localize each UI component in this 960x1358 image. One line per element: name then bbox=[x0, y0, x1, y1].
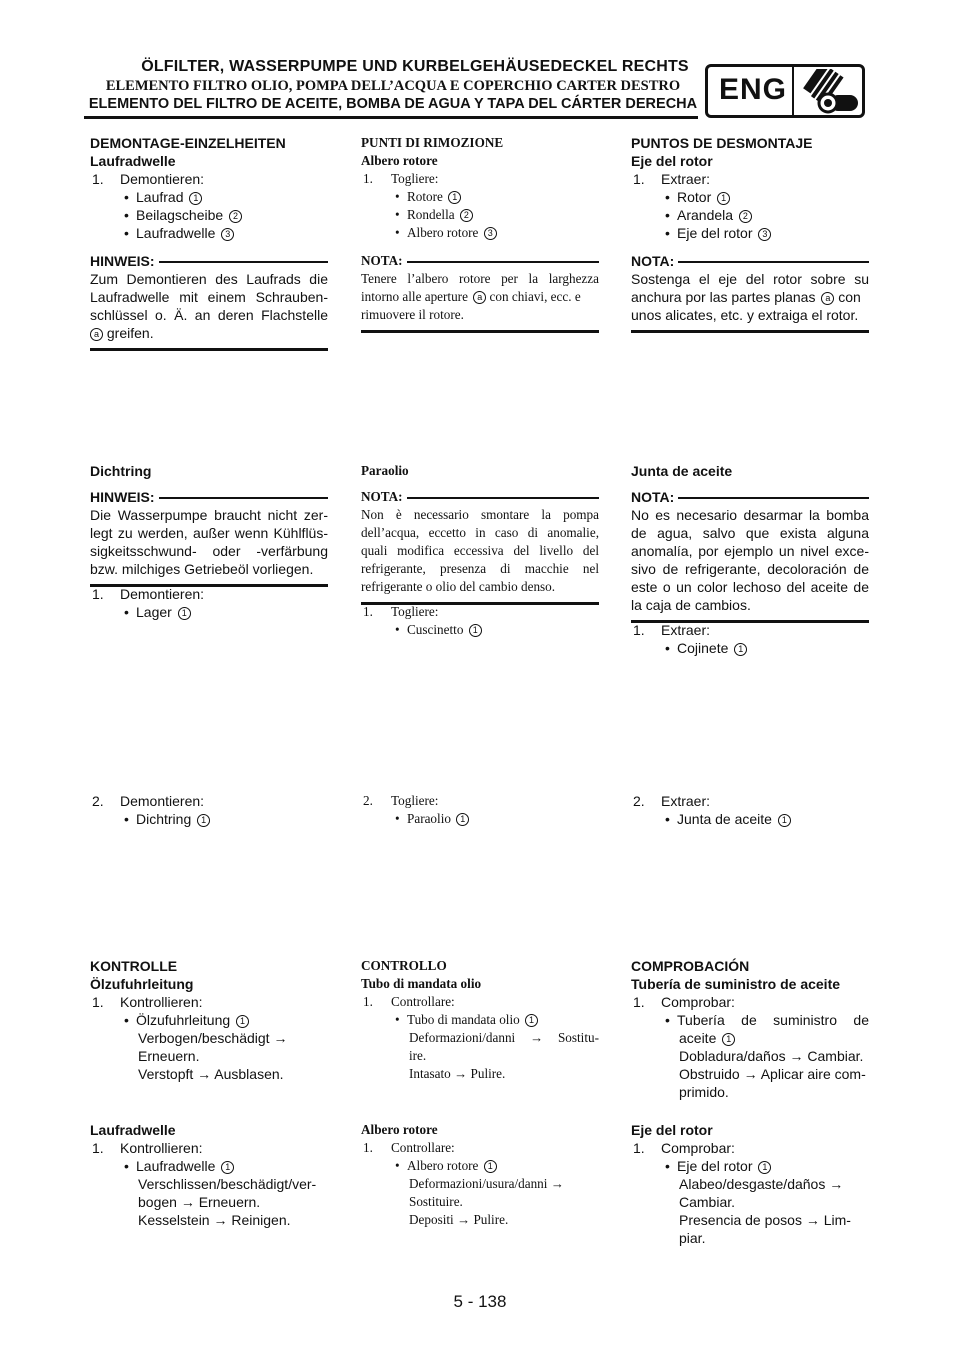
list-detail: Deformazioni/danni → Sostitu- bbox=[409, 1030, 599, 1045]
step-line: 2. Togliere: bbox=[363, 793, 439, 808]
note-line: la caja de cambios. bbox=[631, 597, 751, 613]
column-it bbox=[361, 0, 599, 1358]
list-detail: Alabeo/desgaste/daños → bbox=[679, 1176, 844, 1192]
seal-step-es bbox=[631, 792, 869, 828]
note-line: rimuovere il rotore. bbox=[361, 307, 464, 322]
list-detail: piar. bbox=[679, 1230, 706, 1246]
list-detail: primido. bbox=[679, 1084, 729, 1100]
list-item: • Laufradwelle 3 bbox=[90, 224, 328, 242]
bearing-step-it bbox=[361, 603, 599, 639]
note-label: HINWEIS: bbox=[90, 252, 159, 270]
step-line: 1. Demontieren: bbox=[92, 171, 205, 187]
list-detail: Verschlissen/beschädigt/ver- bbox=[138, 1176, 317, 1192]
list-item: • Ölzufuhrleitung 1 bbox=[90, 1011, 328, 1029]
note-line: intorno alle aperture a con chiavi, ecc. e bbox=[361, 289, 581, 304]
section-heading: PUNTI DI RIMOZIONE bbox=[361, 135, 504, 150]
list-item: • Eje del rotor 3 bbox=[631, 224, 869, 242]
note-end-rule bbox=[90, 348, 328, 351]
section-heading: PUNTOS DE DESMONTAJE bbox=[631, 135, 813, 151]
list-detail: Obstruido → Aplicar aire com- bbox=[679, 1066, 866, 1082]
section-heading: KONTROLLE bbox=[90, 958, 178, 974]
list-item: • Albero rotore 1 bbox=[361, 1157, 599, 1175]
list-detail: Verstopft → Ausblasen. bbox=[138, 1066, 284, 1082]
section-subheading: Ölzufuhrleitung bbox=[90, 976, 194, 992]
note-line: quali modifica eccessiva del livello del bbox=[361, 543, 599, 558]
note-line: Sostenga el eje del rotor sobre su bbox=[631, 271, 869, 287]
step-line: 1. Kontrollieren: bbox=[92, 994, 203, 1010]
removal-section-es bbox=[631, 134, 869, 242]
check-section-it bbox=[361, 957, 599, 1083]
list-item: • Beilagscheibe 2 bbox=[90, 206, 328, 224]
note-label: NOTA: bbox=[631, 252, 678, 270]
note-line: legt zu werden, außer wenn Kühlflüs- bbox=[90, 525, 328, 541]
section-subheading: Junta de aceite bbox=[631, 463, 733, 479]
note-line: anomalía, por ejemplo un nivel exce- bbox=[631, 543, 869, 559]
step-line: 1. Extraer: bbox=[633, 622, 711, 638]
list-item: • Dichtring 1 bbox=[90, 810, 328, 828]
note-line: sivo de refrigerante, decoloración de bbox=[631, 561, 869, 577]
section-subheading: Laufradwelle bbox=[90, 1122, 176, 1138]
note-line: No es necesario desarmar la bomba bbox=[631, 507, 869, 523]
list-item: • Paraolio 1 bbox=[361, 810, 599, 828]
step-line: 1. Comprobar: bbox=[633, 1140, 735, 1156]
column-es bbox=[631, 0, 869, 1358]
list-item: • Tubo di mandata olio 1 bbox=[361, 1011, 599, 1029]
note-label: HINWEIS: bbox=[90, 488, 159, 506]
note-line: anchura por las partes planas a con bbox=[631, 289, 861, 305]
section-subheading: Tubo di mandata olio bbox=[361, 976, 482, 991]
step-line: 1. Controllare: bbox=[363, 1140, 455, 1155]
note-line: a greifen. bbox=[90, 324, 328, 342]
seal-section-de bbox=[90, 462, 328, 587]
section-subheading: Laufradwelle bbox=[90, 153, 176, 169]
list-item: • Cuscinetto 1 bbox=[361, 621, 599, 639]
list-item: • Arandela 2 bbox=[631, 206, 869, 224]
seal-section-es bbox=[631, 462, 869, 623]
check-section-es bbox=[631, 957, 869, 1101]
list-item: • Albero rotore 3 bbox=[361, 224, 599, 242]
list-detail: Cambiar. bbox=[679, 1194, 736, 1210]
note-line: schlüssel o. Ä. an deren Flachstelle bbox=[90, 307, 328, 323]
note-line: Non è necessario smontare la pompa bbox=[361, 507, 599, 522]
step-line: 2. Extraer: bbox=[633, 793, 711, 809]
seal-step-it bbox=[361, 792, 599, 828]
step-line: 1. Controllare: bbox=[363, 994, 455, 1009]
list-item: • Eje del rotor 1 bbox=[631, 1157, 869, 1175]
page-number: 5 - 138 bbox=[453, 1292, 507, 1311]
note-end-rule bbox=[361, 330, 599, 333]
list-detail: Presencia de posos → Lim- bbox=[679, 1212, 851, 1228]
note-line: Zum Demontieren des Laufrads die bbox=[90, 271, 328, 287]
column-de bbox=[90, 0, 328, 1358]
note-it-1 bbox=[361, 252, 599, 333]
note-line: Tenere l’albero rotore per la larghezza bbox=[361, 271, 599, 286]
list-item-cont: aceite 1 bbox=[631, 1029, 869, 1047]
step-line: 1. Comprobar: bbox=[633, 994, 735, 1010]
list-item: • Lager 1 bbox=[90, 603, 328, 621]
section-subheading: Tubería de suministro de aceite bbox=[631, 976, 841, 992]
note-line: este o un color lechoso del aceite de bbox=[631, 579, 869, 595]
step-line: 1. Kontrollieren: bbox=[92, 1140, 203, 1156]
removal-section-it bbox=[361, 134, 599, 242]
list-item: • Laufradwelle 1 bbox=[90, 1157, 328, 1175]
note-line: refrigerante, presenza di macchie nel bbox=[361, 561, 599, 576]
list-item: • Rotore 1 bbox=[361, 188, 599, 206]
step-line: 1. Demontieren: bbox=[92, 586, 205, 602]
section-subheading: Albero rotore bbox=[361, 153, 438, 168]
page-title-it: ELEMENTO FILTRO OLIO, POMPA DELL’ACQUA E COPERCHIO CARTER DESTRO bbox=[105, 78, 681, 94]
list-item: • Rotor 1 bbox=[631, 188, 869, 206]
check-section-de bbox=[90, 957, 328, 1083]
note-line: bzw. milchiges Getriebeöl vorliegen. bbox=[90, 561, 314, 577]
removal-section-de bbox=[90, 134, 328, 242]
list-detail: ire. bbox=[409, 1048, 427, 1063]
step-line: 1. Togliere: bbox=[363, 171, 439, 186]
note-label: NOTA: bbox=[631, 488, 678, 506]
shaft-section-es bbox=[631, 1121, 869, 1247]
shaft-section-de bbox=[90, 1121, 328, 1229]
list-detail: Erneuern. bbox=[138, 1048, 200, 1064]
seal-step-de bbox=[90, 792, 328, 828]
section-heading: CONTROLLO bbox=[361, 958, 447, 973]
list-item: • Tubería de suministro de bbox=[665, 1012, 869, 1028]
list-detail: Dobladura/daños → Cambiar. bbox=[679, 1048, 864, 1064]
note-de-1 bbox=[90, 252, 328, 351]
shaft-section-it bbox=[361, 1121, 599, 1229]
note-label: NOTA: bbox=[361, 252, 407, 270]
list-detail: Kesselstein → Reinigen. bbox=[138, 1212, 291, 1228]
page-title-de: ÖLFILTER, WASSERPUMPE UND KURBELGEHÄUSEDECKEL RECHTS bbox=[141, 58, 689, 75]
list-detail: bogen → Erneuern. bbox=[138, 1194, 261, 1210]
note-line: Die Wasserpumpe braucht nicht zer- bbox=[90, 507, 328, 523]
list-item: • Junta de aceite 1 bbox=[631, 810, 869, 828]
note-end-rule bbox=[631, 330, 869, 333]
note-label: NOTA: bbox=[361, 488, 407, 506]
note-line: de agua, salvo que exista alguna bbox=[631, 525, 869, 541]
section-subheading: Eje del rotor bbox=[631, 1122, 713, 1138]
bearing-step-de bbox=[90, 585, 328, 621]
section-subheading: Eje del rotor bbox=[631, 153, 713, 169]
list-item: • Cojinete 1 bbox=[631, 639, 869, 657]
step-line: 1. Togliere: bbox=[363, 604, 439, 619]
note-line: Laufradwelle mit einem Schrauben- bbox=[90, 289, 328, 305]
step-line: 1. Extraer: bbox=[633, 171, 711, 187]
list-detail: Deformazioni/usura/danni → bbox=[409, 1176, 564, 1191]
section-subheading: Dichtring bbox=[90, 463, 152, 479]
list-item: • Rondella 2 bbox=[361, 206, 599, 224]
section-heading: COMPROBACIÓN bbox=[631, 958, 750, 974]
note-line: unos alicates, etc. y extraiga el rotor. bbox=[631, 307, 859, 323]
section-heading: DEMONTAGE-EINZELHEITEN bbox=[90, 135, 286, 151]
seal-section-it bbox=[361, 462, 599, 605]
list-detail: Verbogen/beschädigt → bbox=[138, 1030, 288, 1046]
section-subheading: Paraolio bbox=[361, 463, 409, 478]
note-line: refrigerante o olio del cambio denso. bbox=[361, 579, 556, 594]
section-subheading: Albero rotore bbox=[361, 1122, 438, 1137]
step-line: 2. Demontieren: bbox=[92, 793, 205, 809]
page-title-es: ELEMENTO DEL FILTRO DE ACEITE, BOMBA DE AGUA Y TAPA DEL CÁRTER DERECHA bbox=[88, 96, 698, 112]
note-line: sigkeitsschwund- oder -verfärbung bbox=[90, 543, 328, 559]
list-detail: Intasato → Pulire. bbox=[409, 1066, 506, 1081]
list-detail: Depositi → Pulire. bbox=[409, 1212, 509, 1227]
badge-label: ENG bbox=[718, 73, 787, 106]
list-item: • Laufrad 1 bbox=[90, 188, 328, 206]
note-es-1 bbox=[631, 252, 869, 333]
note-line: dell’acqua, eccetto in caso di anomalie, bbox=[361, 525, 599, 540]
list-detail: Sostituire. bbox=[409, 1194, 463, 1209]
bearing-step-es bbox=[631, 621, 869, 657]
